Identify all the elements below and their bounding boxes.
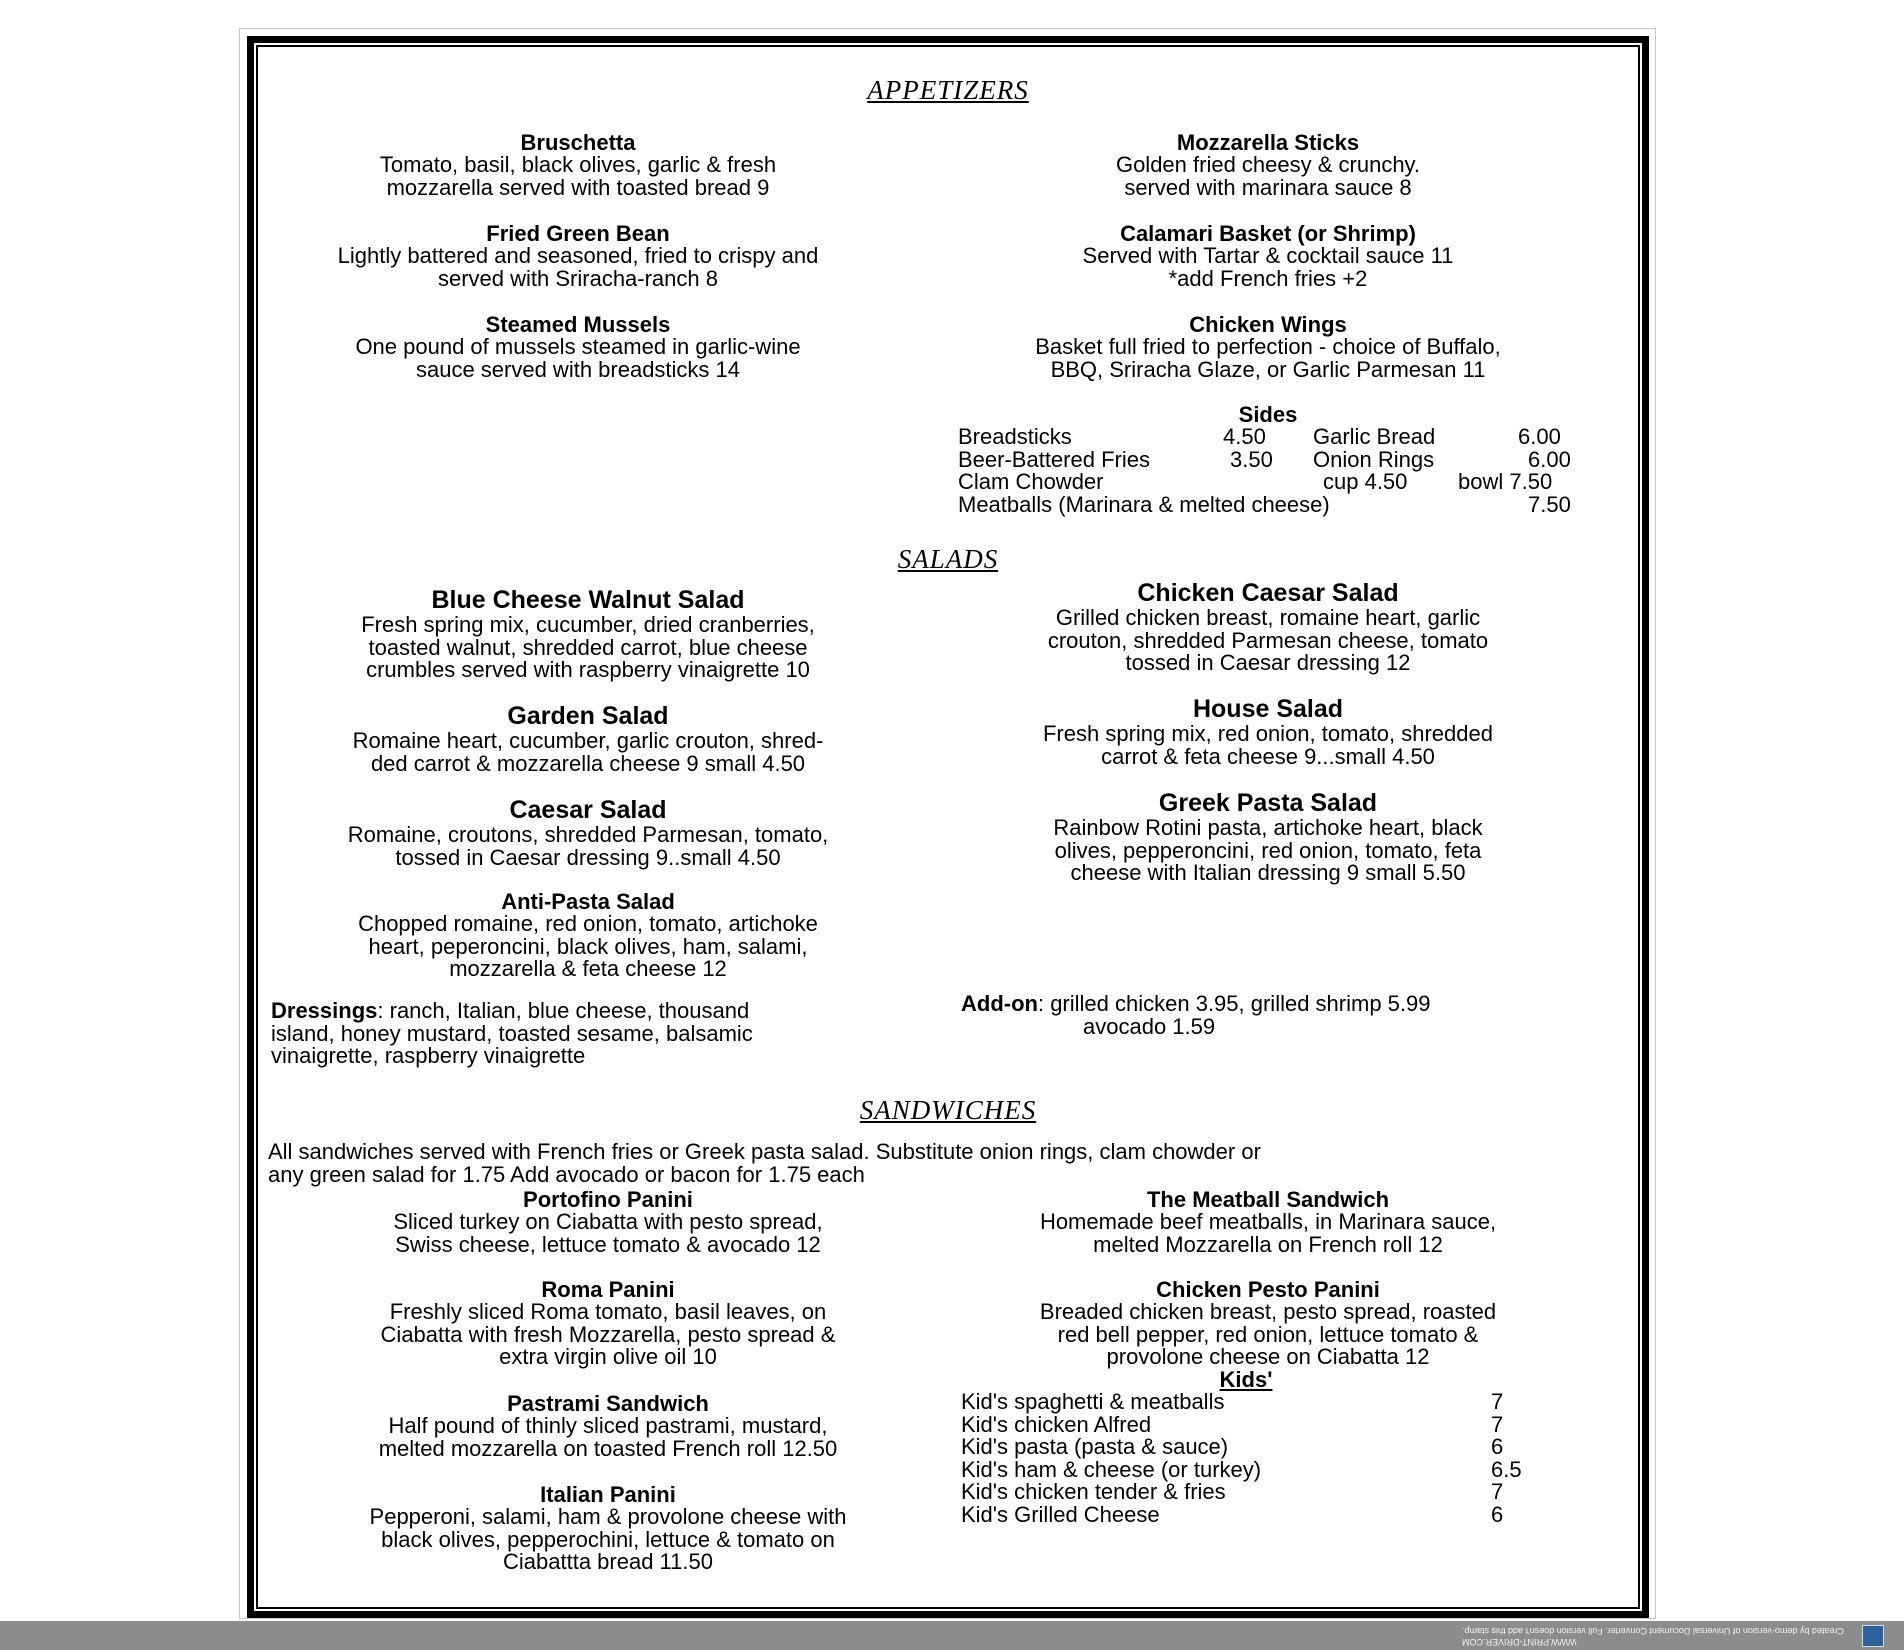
item-description: One pound of mussels steamed in garlic-wine sauce served with breadsticks 14 [355,334,801,382]
side-price: bowl 7.50 [1458,469,1553,495]
menu-item [958,313,1578,381]
kids-item-price: 7 [1491,1389,1504,1414]
item-name: Fried Green Bean [486,221,670,246]
menu-item [288,1392,928,1460]
sandwiches-title: SANDWICHES [859,1095,1037,1125]
dressings-text: : ranch, Italian, blue cheese, thousand [377,998,750,1023]
item-description: Grilled chicken breast, romaine heart, garlic crouton, shredded Parmesan cheese, tomato tossed in Caesar dressing 12 [1047,605,1489,676]
menu-item [958,580,1578,675]
item-description: Fresh spring mix, cucumber, dried cranberries, toasted walnut, shredded carrot, blue cheese crumbles served with raspberry vinaigrette 10 [361,612,815,683]
sandwiches-intro-line2: any green salad for 1.75 Add avocado or bacon for 1.75 each [268,1161,865,1187]
side-price: 3.50 [1230,446,1273,472]
item-name: Roma Panini [541,1277,675,1302]
kids-item-name: Kid's spaghetti & meatballs [961,1389,1225,1414]
side-name: Onion Rings [1313,446,1435,472]
dressings-note [271,1000,931,1068]
stamp-line1: Created by demo-version of Universal Document Converter. Full version doesn't add this stamp. [1462,1626,1844,1636]
item-name: Mozzarella Sticks [1176,130,1360,155]
item-name: Pastrami Sandwich [507,1391,709,1416]
item-description: Freshly sliced Roma tomato, basil leaves, on Ciabatta with fresh Mozzarella, pesto spread & extra virgin olive oil 10 [380,1299,836,1370]
kids-title: Kids' [1219,1367,1273,1392]
kids-item-price: 6.5 [1491,1456,1522,1482]
kids-item-name: Kid's chicken Alfred [961,1411,1152,1437]
kids-row [961,1481,1561,1504]
menu-item [958,1278,1578,1369]
item-name: Chicken Wings [1189,312,1347,337]
item-description: Chopped romaine, red onion, tomato, artichoke heart, peperoncini, black olives, ham, salami, mozzarella & feta cheese 12 [358,911,818,982]
side-price: 6.00 [1528,446,1571,472]
menu-item [958,790,1578,885]
dressings-text-line2: island, honey mustard, toasted sesame, balsamic [271,1020,753,1046]
kids-block [961,1368,1561,1527]
item-description: Romaine heart, cucumber, garlic crouton, shred- ded carrot & mozzarella cheese 9 small 4.50 [352,728,824,776]
menu-item [288,1278,928,1369]
kids-row [961,1436,1561,1459]
item-name: Steamed Mussels [485,312,671,337]
kids-item-price: 7 [1491,1411,1504,1437]
appetizers-title: APPETIZERS [867,75,1029,105]
side-name: Garlic Bread [1313,424,1436,449]
item-name: Blue Cheese Walnut Salad [431,586,745,614]
kids-item-price: 7 [1491,1479,1504,1505]
menu-item [958,222,1578,290]
kids-item-name: Kid's chicken tender & fries [961,1479,1226,1505]
dressings-text-line3: vinaigrette, raspberry vinaigrette [271,1043,586,1069]
stamp-line2: WWW.PRINT-DRIVER.COM [1462,1637,1577,1647]
footer-bar [0,1621,1904,1650]
item-description: Homemade beef meatballs, in Marinara sauce, melted Mozzarella on French roll 12 [1039,1209,1497,1257]
item-description: Half pound of thinly sliced pastrami, mustard, melted mozzarella on toasted French roll 12.50 [378,1413,838,1461]
side-name: Clam Chowder [958,469,1104,495]
sides-row [958,446,1578,472]
menu-item [288,1483,928,1574]
side-name: Beer-Battered Fries [958,446,1150,472]
sides-row [958,491,1578,517]
sides-row [958,426,1578,449]
menu-item [278,131,878,199]
item-description: Golden fried cheesy & crunchy. served with marinara sauce 8 [1115,152,1421,200]
item-name: Garden Salad [507,702,669,730]
item-name: Greek Pasta Salad [1158,789,1378,817]
addon-text-line2: avocado 1.59 [1083,1013,1216,1039]
side-price: 4.50 [1223,424,1266,449]
kids-item-name: Kid's Grilled Cheese [961,1501,1160,1527]
kids-row [961,1391,1561,1414]
menu-item [288,1188,928,1256]
menu-item [268,587,908,682]
side-price: 6.00 [1518,424,1561,449]
menu-item [958,1188,1578,1256]
item-name: Caesar Salad [509,796,667,824]
salads-title: SALADS [897,544,999,574]
converter-stamp [1462,1625,1844,1647]
sandwiches-intro [268,1141,1648,1186]
addon-note [961,993,1601,1038]
item-name: House Salad [1192,695,1344,723]
menu-frame-inner [256,45,1640,1609]
sides-block [958,403,1578,516]
menu-item [278,313,878,381]
item-description: Lightly battered and seasoned, fried to crispy and served with Sriracha-ranch 8 [337,243,819,291]
sides-list [958,426,1578,516]
dressings-label: Dressings [271,998,378,1023]
kids-item-name: Kid's pasta (pasta & sauce) [961,1434,1229,1460]
kids-row [961,1411,1561,1437]
item-description: Pepperoni, salami, ham & provolone cheese with black olives, pepperochini, lettuce & tomato on Ciabattta bread 11.50 [369,1504,847,1575]
sides-row [958,471,1578,494]
kids-item-price: 6 [1491,1434,1504,1460]
item-description: Tomato, basil, black olives, garlic & fresh mozzarella served with toasted bread 9 [379,152,777,200]
converter-logo-icon [1862,1625,1884,1647]
item-description: Rainbow Rotini pasta, artichoke heart, black olives, pepperoncini, red onion, tomato, feta cheese with Italian dressing 9 small 5.50 [1053,815,1483,886]
addon-label: Add-on [961,991,1038,1016]
item-description: Romaine, croutons, shredded Parmesan, tomato, tossed in Caesar dressing 9..small 4.50 [347,822,829,870]
kids-row [961,1501,1561,1527]
sides-title: Sides [1238,402,1298,427]
menu-item [958,696,1578,768]
addon-text: : grilled chicken 3.95, grilled shrimp 5.99 [1037,991,1431,1016]
item-description: Breaded chicken breast, pesto spread, roasted red bell pepper, red onion, lettuce tomato & provolone cheese on Ciabatta 12 [1039,1299,1497,1370]
menu-frame [247,36,1649,1618]
item-description: Fresh spring mix, red onion, tomato, shredded carrot & feta cheese 9...small 4.50 [1042,721,1493,769]
item-name: The Meatball Sandwich [1146,1187,1390,1212]
menu-item [958,131,1578,199]
item-name: Bruschetta [520,130,636,155]
item-name: Italian Panini [540,1482,676,1507]
item-name: Chicken Caesar Salad [1137,579,1399,607]
menu-item [278,222,878,290]
item-name: Portofino Panini [523,1187,693,1212]
item-description: Basket full fried to perfection - choice of Buffalo, BBQ, Sriracha Glaze, or Garlic Parmesan 11 [1035,334,1501,382]
side-name: Meatballs (Marinara & melted cheese) [958,491,1330,517]
kids-item-name: Kid's ham & cheese (or turkey) [961,1456,1262,1482]
item-name: Calamari Basket (or Shrimp) [1120,221,1416,246]
menu-item [268,797,908,869]
menu-item [268,890,908,981]
menu-item [268,703,908,775]
item-name: Anti-Pasta Salad [501,889,675,914]
item-description: Sliced turkey on Ciabatta with pesto spread, Swiss cheese, lettuce tomato & avocado 12 [393,1209,823,1257]
sandwiches-intro-line1: All sandwiches served with French fries or Greek pasta salad. Substitute onion rings, clam chowder or [268,1139,1261,1164]
side-price: cup 4.50 [1323,469,1408,495]
side-price: 7.50 [1528,491,1571,517]
kids-row [961,1456,1561,1482]
item-name: Chicken Pesto Panini [1156,1277,1380,1302]
kids-item-price: 6 [1491,1501,1504,1527]
side-name: Breadsticks [958,424,1072,449]
item-description: Served with Tartar & cocktail sauce 11 *add French fries +2 [1082,243,1454,291]
